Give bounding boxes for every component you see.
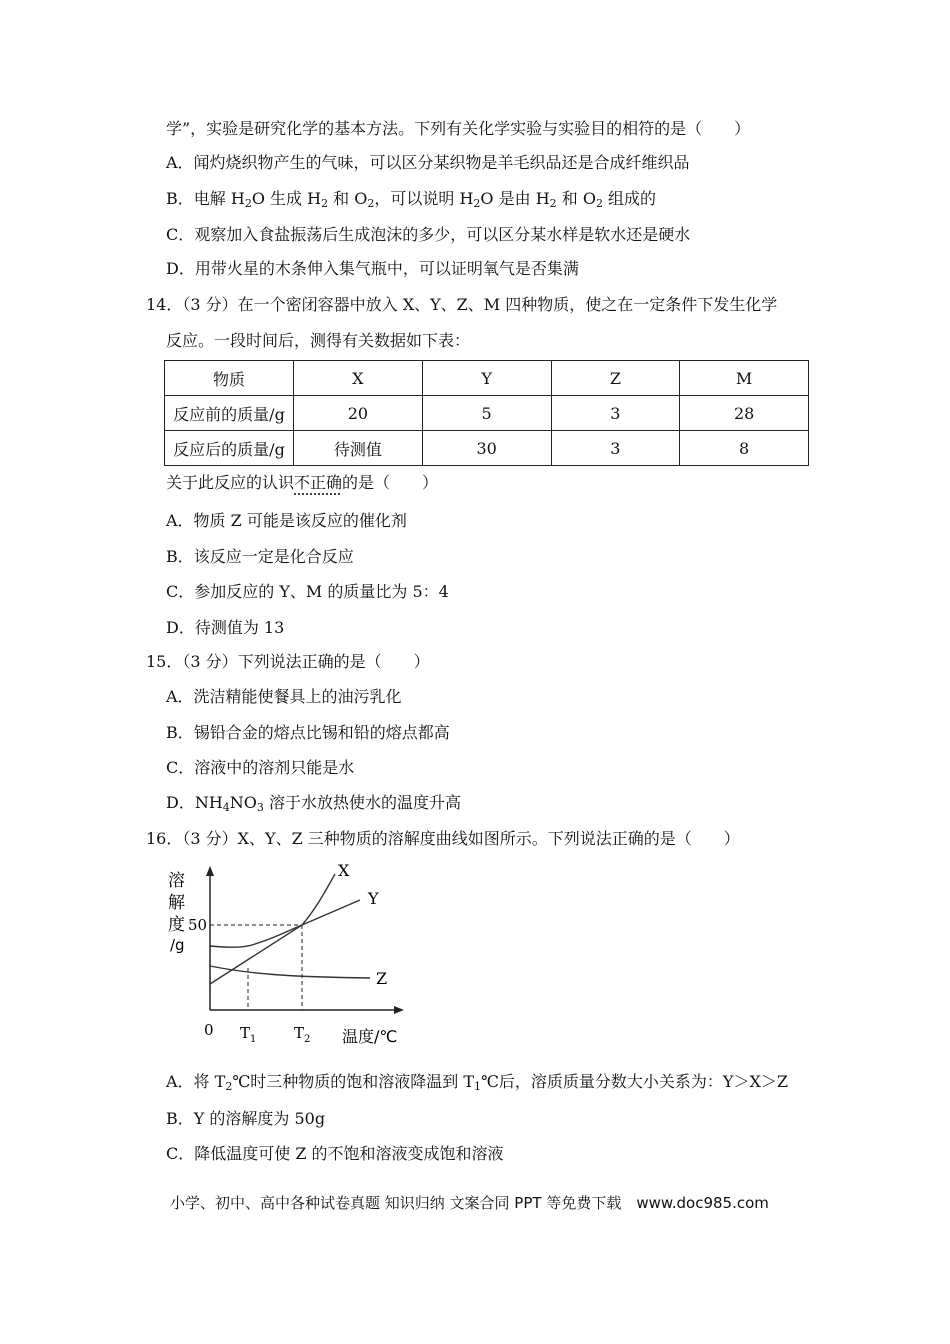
page-footer: 小学、初中、高中各种试卷真题 知识归纳 文案合同 PPT 等免费下载 www.doc985.com bbox=[170, 1194, 769, 1212]
table-cell: 3 bbox=[551, 396, 680, 431]
x-axis-label: 温度/℃ bbox=[342, 1027, 398, 1046]
q15-option-d: D．$NH_4NO_3$ 溶于水放热使水的温度升高 bbox=[166, 793, 462, 814]
q16-option-b: B．Y 的溶解度为 50g bbox=[166, 1109, 326, 1128]
q16-option-c: C．降低温度可使 Z 的不饱和溶液变成饱和溶液 bbox=[166, 1144, 504, 1163]
x-axis-arrow-icon bbox=[394, 1006, 404, 1014]
series-x-label: X bbox=[338, 861, 350, 880]
table-cell: 8 bbox=[680, 431, 809, 466]
table-cell: 3 bbox=[551, 431, 680, 466]
table-cell: 物质 bbox=[165, 361, 294, 396]
q16-option-a: A．将 $T_2℃$时三种物质的饱和溶液降温到 $T_1℃$后，溶质质量分数大小关系为：Y＞X＞Z bbox=[166, 1072, 788, 1093]
table-header-row bbox=[165, 361, 809, 396]
q13-option-b: B．电解 $H_2O$ 生成 $H_2$ 和 $O_2$，可以说明 $H_2O$ 是由 $H_2$ 和 $O_2$ 组成的 bbox=[166, 189, 657, 210]
table-row bbox=[165, 396, 809, 431]
series-z-label: Z bbox=[376, 969, 388, 988]
q14-stem-line1: 14．（3 分）在一个密闭容器中放入 X、Y、Z、M 四种物质，使之在一定条件下发生化学 bbox=[146, 295, 778, 314]
series-x-curve bbox=[210, 874, 335, 947]
q15-option-a: A．洗洁精能使餐具上的油污乳化 bbox=[166, 687, 402, 706]
y-label-4: /g bbox=[170, 936, 185, 954]
solubility-chart bbox=[160, 860, 420, 1050]
emphasis-text: 不正确 bbox=[294, 473, 343, 492]
x-tick-0: 0 bbox=[204, 1021, 214, 1039]
q14-question: 关于此反应的认识不正确的是（ ） bbox=[166, 473, 439, 492]
x-tick-t2: $T_2$ bbox=[294, 1024, 311, 1045]
table-cell: 反应前的质量/g bbox=[165, 396, 294, 431]
q14-option-c: C．参加反应的 Y、M 的质量比为 5：4 bbox=[166, 582, 449, 601]
q14-data-table bbox=[164, 360, 809, 466]
q15-option-c: C．溶液中的溶剂只能是水 bbox=[166, 758, 355, 777]
table-cell: 反应后的质量/g bbox=[165, 431, 294, 466]
table-cell: 待测值 bbox=[294, 431, 423, 466]
q15-option-b: B．锡铅合金的熔点比锡和铅的熔点都高 bbox=[166, 723, 450, 742]
q15-stem: 15．（3 分）下列说法正确的是（ ） bbox=[146, 652, 430, 671]
y-label-3: 度 bbox=[168, 915, 185, 935]
q16-stem: 16．（3 分）X、Y、Z 三种物质的溶解度曲线如图所示。下列说法正确的是（ ） bbox=[146, 829, 740, 848]
q14-option-b: B．该反应一定是化合反应 bbox=[166, 547, 354, 566]
q13-continuation: 学”，实验是研究化学的基本方法。下列有关化学实验与实验目的相符的是（ ） bbox=[166, 119, 751, 138]
table-cell: X bbox=[294, 361, 423, 396]
series-y-label: Y bbox=[368, 889, 379, 908]
table-cell: 30 bbox=[422, 431, 551, 466]
y-label-1: 溶 bbox=[168, 871, 185, 891]
y-label-2: 解 bbox=[168, 893, 185, 913]
q14-option-a: A．物质 Z 可能是该反应的催化剂 bbox=[166, 511, 407, 530]
table-cell: 20 bbox=[294, 396, 423, 431]
q14-stem-line2: 反应。一段时间后，测得有关数据如下表： bbox=[166, 331, 471, 350]
x-tick-t1: $T_1$ bbox=[240, 1024, 257, 1045]
table-row bbox=[165, 431, 809, 466]
q13-option-a: A．闻灼烧织物产生的气味，可以区分某织物是羊毛织品还是合成纤维织品 bbox=[166, 153, 690, 172]
table-cell: Z bbox=[551, 361, 680, 396]
table-cell: 28 bbox=[680, 396, 809, 431]
q14-option-d: D．待测值为 13 bbox=[166, 618, 285, 637]
y-tick-50: 50 bbox=[188, 916, 208, 934]
table-cell: M bbox=[680, 361, 809, 396]
q13-option-d: D．用带火星的木条伸入集气瓶中，可以证明氧气是否集满 bbox=[166, 259, 579, 278]
q13-option-c: C．观察加入食盐振荡后生成泡沫的多少，可以区分某水样是软水还是硬水 bbox=[166, 225, 691, 244]
series-y-curve bbox=[210, 900, 360, 984]
y-axis-arrow-icon bbox=[206, 866, 214, 876]
table-cell: Y bbox=[422, 361, 551, 396]
table-cell: 5 bbox=[422, 396, 551, 431]
